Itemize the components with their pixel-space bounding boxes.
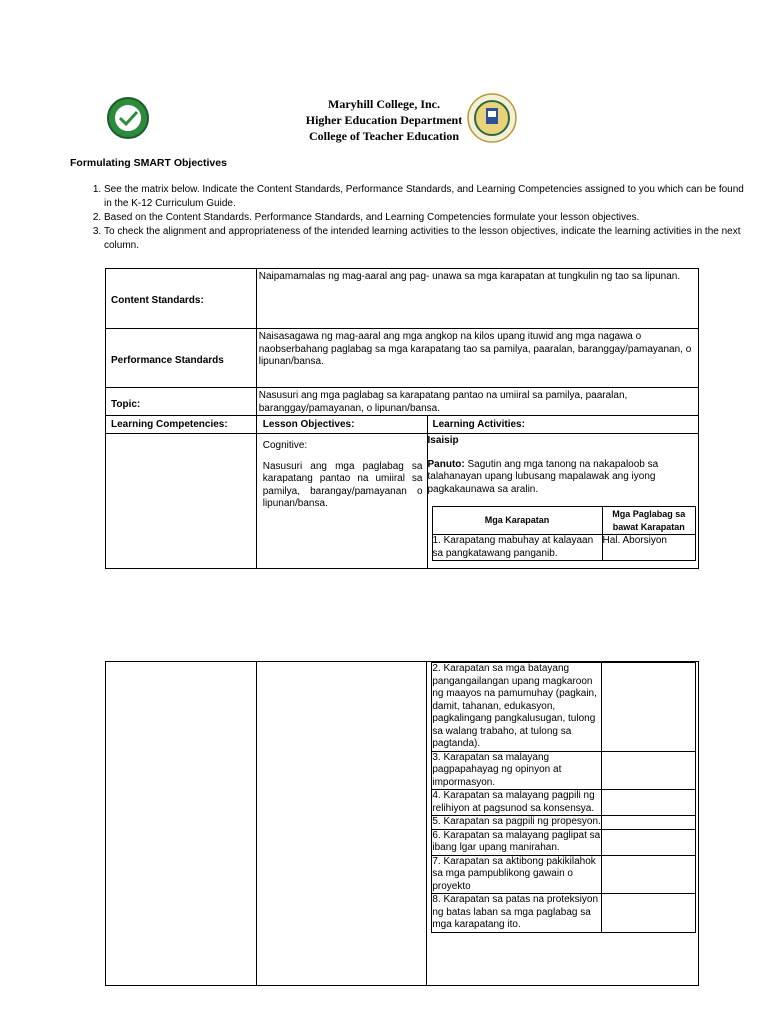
learning-activities-cell (427, 434, 699, 569)
learning-activities-header: Learning Activities: (427, 416, 699, 434)
objective-domain: Cognitive: (262, 440, 308, 451)
violation-cell (602, 855, 696, 894)
right-cell: 5. Karapatan sa pagpili ng propesyon. (432, 816, 601, 827)
right-cell: 2. Karapatan sa mga batayang pangangailangan upang magkaroon ng maayos na pamumuhay (pagkain, damit, tahanan, edukasyon, pagkalingang pangkalusugan, tulong sa walang trabaho, at tulong sa pagtanda). (432, 663, 602, 752)
topic-value: Nasusuri ang mga paglabag sa karapatang pantao na umiiral sa pamilya, paaralan, baranggay/pamayanan, o lipunan/bansa. (256, 388, 698, 416)
panuto-label: Panuto: (427, 458, 465, 470)
section-title: Formulating SMART Objectives (70, 157, 227, 169)
right-cell: 7. Karapatan sa aktibong pakikilahok sa mga pampublikong gawain o proyekto (432, 855, 602, 894)
rights-subtable-continued (431, 662, 696, 933)
instructions-list (68, 183, 744, 253)
learning-competencies-header: Learning Competencies: (106, 416, 257, 434)
violation-cell: Hal. Aborsiyon (602, 535, 696, 561)
learning-activities-cell (427, 662, 699, 986)
violation-cell (602, 790, 696, 816)
panuto-text: Sagutin ang mga tanong na nakapaloob sa talahanayan upang lubusang mapalawak ang iyong pagkakaunawa sa aralin. (427, 458, 659, 495)
college-unit: College of Teacher Education (308, 129, 460, 143)
instruction-item: 1. See the matrix below. Indicate the Content Standards, Performance Standards, and Learning Competencies assigned to you which can be found in the K-12 Curriculum Guide. (104, 183, 744, 211)
topic-label: Topic: (106, 388, 257, 416)
teacher-education-seal-icon (466, 92, 518, 144)
smart-objectives-matrix-continued (105, 661, 699, 986)
performance-standards-value: Naisasagawa ng mag-aaral ang mga angkop na kilos upang ituwid ang mga nagawa o naobserbahang paglabag sa mga karapatang tao sa pamilya, paaralan, baranggay/pamayanan, o lipunan/bansa. (256, 329, 698, 388)
violation-cell (602, 816, 696, 830)
right-cell: 3. Karapatan sa malayang pagpapahayag ng opinyon at impormasyon. (432, 751, 602, 790)
subtable-header-rights: Mga Karapatan (432, 507, 602, 535)
college-name: Maryhill College, Inc. (328, 97, 440, 111)
college-header (0, 96, 768, 144)
learning-competencies-cell (106, 434, 257, 569)
department-name: Higher Education Department (305, 113, 463, 127)
performance-standards-label: Performance Standards (106, 329, 257, 388)
rights-subtable (432, 506, 697, 561)
violation-cell (602, 663, 696, 752)
violation-cell (602, 894, 696, 933)
activity-instructions (428, 448, 699, 497)
lesson-objectives-cell (256, 434, 427, 569)
right-cell: 4. Karapatan sa malayang pagpili ng relihiyon at pagsunod sa konsensya. (432, 790, 602, 816)
rights-subtable-wrap (432, 506, 697, 561)
learning-competencies-cell (106, 662, 257, 986)
content-standards-label: Content Standards: (106, 269, 257, 329)
objective-text: Nasusuri ang mga paglabag sa karapatang pantao na umiiral sa pamilya, barangay/pamayanan o lipunan/bansa. (262, 460, 423, 509)
smart-objectives-matrix (105, 268, 699, 569)
subtable-header-violations: Mga Paglabag sa bawat Karapatan (602, 507, 696, 535)
content-standards-value: Naipamamalas ng mag-aaral ang pag- unawa sa mga karapatan at tungkulin ng tao sa lipunan. (256, 269, 698, 329)
lesson-objectives-header: Lesson Objectives: (256, 416, 427, 434)
activity-title: Isaisip (427, 435, 459, 446)
right-cell: 6. Karapatan sa malayang paglipat sa ibang lgar upang manirahan. (432, 829, 601, 853)
instruction-item: 2. Based on the Content Standards. Performance Standards, and Learning Competencies formulate your lesson objectives. (104, 211, 744, 225)
violation-cell (602, 751, 696, 790)
lesson-objectives-cell (256, 662, 427, 986)
right-cell: 1. Karapatang mabuhay at kalayaan sa pangkatawang panganib. (432, 535, 602, 561)
instruction-item: 3. To check the alignment and appropriateness of the intended learning activities to the lesson objectives, indicate the learning activities in the next column. (104, 225, 744, 253)
right-cell: 8. Karapatan sa patas na proteksiyon ng batas laban sa mga paglabag sa mga karapatang ito. (432, 894, 602, 933)
violation-cell (602, 829, 696, 855)
